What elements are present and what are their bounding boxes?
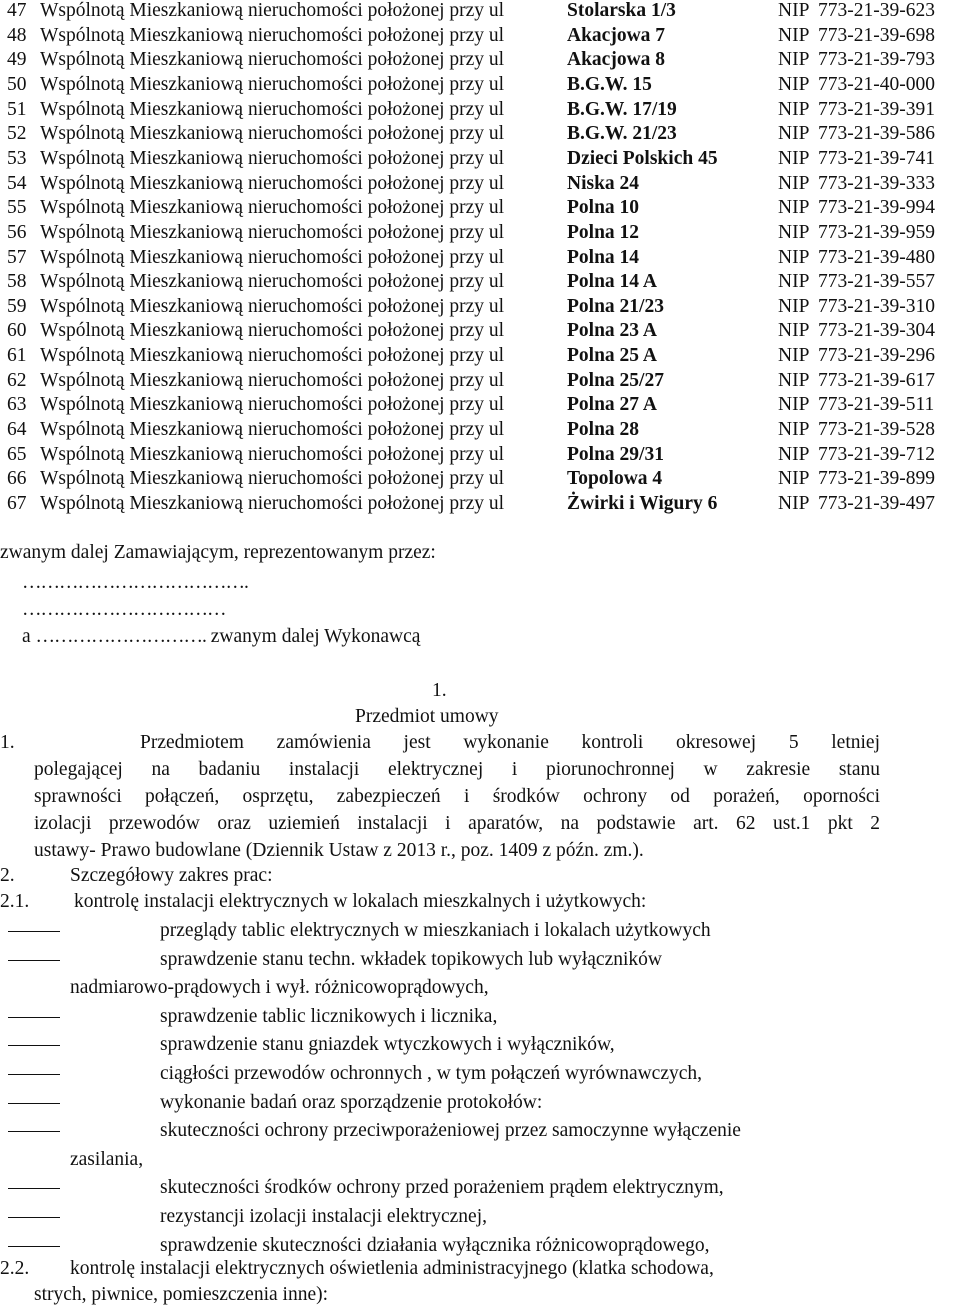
row-nip-label: NIP xyxy=(778,443,810,465)
table-row xyxy=(0,73,960,98)
row-address: Akacjowa 8 xyxy=(567,49,666,71)
row-address: Polna 28 xyxy=(567,419,640,441)
row-description: Wspólnotą Mieszkaniową nieruchomości położonej przy ul xyxy=(40,0,505,21)
table-row xyxy=(0,48,960,73)
row-address: Polna 21/23 xyxy=(567,295,664,317)
row-address: Niska 24 xyxy=(567,172,640,194)
list-item-text: sprawdzenie skuteczności działania wyłącznika różnicowoprądowego, xyxy=(160,1234,710,1256)
clause-1-line-1: Przedmiotem zamówienia jest wykonanie kontroli okresowej 5 letniej xyxy=(140,732,880,753)
row-number: 52 xyxy=(7,123,27,145)
dash-bullet-icon xyxy=(8,1074,60,1075)
row-description: Wspólnotą Mieszkaniową nieruchomości położonej przy ul xyxy=(40,345,505,367)
row-number: 63 xyxy=(7,394,27,416)
table-row xyxy=(0,122,960,147)
row-number: 67 xyxy=(7,493,27,514)
row-address: Polna 25/27 xyxy=(567,369,664,391)
row-number: 66 xyxy=(7,468,27,490)
contractor-suffix: zwanym dalej Wykonawcą xyxy=(210,626,421,647)
row-address: Akacjowa 7 xyxy=(567,24,666,46)
row-description: Wspólnotą Mieszkaniową nieruchomości położonej przy ul xyxy=(40,295,505,317)
row-description: Wspólnotą Mieszkaniową nieruchomości położonej przy ul xyxy=(40,73,505,95)
dash-bullet-icon xyxy=(8,1246,60,1247)
row-description: Wspólnotą Mieszkaniową nieruchomości położonej przy ul xyxy=(40,197,505,219)
row-number: 62 xyxy=(7,369,27,391)
row-address: Topolowa 4 xyxy=(567,468,663,490)
row-nip-number: 773-21-39-511 xyxy=(818,394,935,416)
row-address: Polna 10 xyxy=(567,197,640,219)
row-address: Żwirki i Wigury 6 xyxy=(567,493,718,514)
clause-2-1-number: 2.1. xyxy=(0,891,30,912)
clause-1-line-4: izolacji przewodów oraz uziemień instalacji i aparatów, na podstawie art. 62 ust.1 pkt 2 xyxy=(34,813,880,834)
signature-dots-3: ………………………. xyxy=(35,626,206,647)
table-row xyxy=(0,172,960,197)
dash-bullet-icon xyxy=(8,1045,60,1046)
row-number: 58 xyxy=(7,271,27,293)
row-description: Wspólnotą Mieszkaniową nieruchomości położonej przy ul xyxy=(40,419,505,441)
row-nip-number: 773-21-39-741 xyxy=(818,147,935,169)
row-description: Wspólnotą Mieszkaniową nieruchomości położonej przy ul xyxy=(40,369,505,391)
row-address: B.G.W. 15 xyxy=(567,73,652,95)
row-nip-label: NIP xyxy=(778,320,810,342)
row-nip-label: NIP xyxy=(778,172,810,194)
row-address: Stolarska 1/3 xyxy=(567,0,676,21)
row-description: Wspólnotą Mieszkaniową nieruchomości położonej przy ul xyxy=(40,320,505,342)
dash-bullet-icon xyxy=(8,1103,60,1104)
row-nip-number: 773-21-39-698 xyxy=(818,24,935,46)
table-row xyxy=(0,196,960,221)
row-number: 50 xyxy=(7,73,27,95)
row-nip-label: NIP xyxy=(778,49,810,71)
row-address: Polna 12 xyxy=(567,221,640,243)
list-item-text: wykonanie badań oraz sporządzenie protokołów: xyxy=(160,1091,543,1113)
section-title: Przedmiot umowy xyxy=(355,706,499,727)
list-item-continuation: nadmiarowo-prądowych i wył. różnicowoprądowych, xyxy=(70,977,489,999)
row-number: 53 xyxy=(7,147,27,169)
clause-2-2-cont: strych, piwnice, pomieszczenia inne): xyxy=(34,1284,329,1305)
row-number: 48 xyxy=(7,24,27,46)
table-row xyxy=(0,319,960,344)
dash-bullet-icon xyxy=(8,1217,60,1218)
table-row xyxy=(0,147,960,172)
signature-dots-1: ………………………………. xyxy=(22,572,248,593)
table-row xyxy=(0,98,960,123)
row-nip-number: 773-21-39-793 xyxy=(818,49,935,71)
row-nip-number: 773-21-39-304 xyxy=(818,320,935,342)
table-row xyxy=(0,246,960,271)
row-nip-label: NIP xyxy=(778,271,810,293)
row-description: Wspólnotą Mieszkaniową nieruchomości położonej przy ul xyxy=(40,394,505,416)
row-nip-label: NIP xyxy=(778,295,810,317)
row-description: Wspólnotą Mieszkaniową nieruchomości położonej przy ul xyxy=(40,172,505,194)
row-nip-label: NIP xyxy=(778,73,810,95)
row-nip-number: 773-21-39-296 xyxy=(818,345,935,367)
list-item-text: rezystancji izolacji instalacji elektrycznej, xyxy=(160,1206,488,1227)
table-row xyxy=(0,270,960,295)
clause-2-number: 2. xyxy=(0,865,15,886)
list-item-text: sprawdzenie tablic licznikowych i licznika, xyxy=(160,1005,498,1027)
row-number: 51 xyxy=(7,98,27,120)
row-nip-number: 773-21-39-333 xyxy=(818,172,935,194)
row-number: 47 xyxy=(7,0,27,21)
row-number: 55 xyxy=(7,197,27,219)
list-item-text: skuteczności środków ochrony przed porażeniem prądem elektrycznym, xyxy=(160,1177,724,1199)
parties-intro: zwanym dalej Zamawiającym, reprezentowanym przez: xyxy=(0,542,436,563)
row-nip-number: 773-21-39-557 xyxy=(818,271,935,293)
row-nip-label: NIP xyxy=(778,123,810,145)
row-description: Wspólnotą Mieszkaniową nieruchomości położonej przy ul xyxy=(40,98,505,120)
row-number: 64 xyxy=(7,419,27,441)
row-nip-label: NIP xyxy=(778,394,810,416)
table-row xyxy=(0,0,960,24)
dash-bullet-icon xyxy=(8,1188,60,1189)
table-row xyxy=(0,393,960,418)
row-address: Polna 14 xyxy=(567,246,640,268)
row-description: Wspólnotą Mieszkaniową nieruchomości położonej przy ul xyxy=(40,123,505,145)
list-item-text: sprawdzenie stanu gniazdek wtyczkowych i wyłączników, xyxy=(160,1034,615,1056)
clause-1-line-3: sprawności połączeń, osprzętu, zabezpieczeń i środków ochrony od porażeń, oporności xyxy=(34,786,880,807)
row-nip-label: NIP xyxy=(778,468,810,490)
row-nip-number: 773-21-39-480 xyxy=(818,246,935,268)
table-row xyxy=(0,467,960,492)
row-number: 61 xyxy=(7,345,27,367)
row-nip-label: NIP xyxy=(778,221,810,243)
row-address: Dzieci Polskich 45 xyxy=(567,147,718,169)
row-nip-label: NIP xyxy=(778,0,810,21)
row-nip-number: 773-21-39-617 xyxy=(818,369,935,391)
table-row xyxy=(0,24,960,49)
row-description: Wspólnotą Mieszkaniową nieruchomości położonej przy ul xyxy=(40,221,505,243)
row-description: Wspólnotą Mieszkaniową nieruchomości położonej przy ul xyxy=(40,493,505,514)
row-address: B.G.W. 21/23 xyxy=(567,123,677,145)
row-nip-number: 773-21-39-994 xyxy=(818,197,935,219)
row-address: Polna 14 A xyxy=(567,271,657,293)
row-address: Polna 25 A xyxy=(567,345,657,367)
row-nip-label: NIP xyxy=(778,24,810,46)
table-row xyxy=(0,295,960,320)
clause-2-1-text: kontrolę instalacji elektrycznych w lokalach mieszkalnych i użytkowych: xyxy=(74,891,647,912)
row-nip-number: 773-21-39-712 xyxy=(818,443,935,465)
row-nip-number: 773-21-39-310 xyxy=(818,295,935,317)
row-address: B.G.W. 17/19 xyxy=(567,98,677,120)
row-number: 60 xyxy=(7,320,27,342)
row-number: 49 xyxy=(7,49,27,71)
clause-1-number: 1. xyxy=(0,732,15,753)
row-nip-number: 773-21-39-391 xyxy=(818,98,935,120)
row-nip-label: NIP xyxy=(778,197,810,219)
row-nip-number: 773-21-39-586 xyxy=(818,123,935,145)
clause-1-line-5: ustawy- Prawo budowlane (Dziennik Ustaw z 2013 r., poz. 1409 z późn. zm.). xyxy=(34,840,644,861)
list-item-text: sprawdzenie stanu techn. wkładek topikowych lub wyłączników xyxy=(160,948,662,970)
table-row xyxy=(0,443,960,468)
row-description: Wspólnotą Mieszkaniową nieruchomości położonej przy ul xyxy=(40,271,505,293)
row-description: Wspólnotą Mieszkaniową nieruchomości położonej przy ul xyxy=(40,147,505,169)
row-nip-number: 773-21-39-623 xyxy=(818,0,935,21)
dash-bullet-icon xyxy=(8,1131,60,1132)
row-description: Wspólnotą Mieszkaniową nieruchomości położonej przy ul xyxy=(40,443,505,465)
row-nip-number: 773-21-39-959 xyxy=(818,221,935,243)
table-row xyxy=(0,344,960,369)
row-address: Polna 27 A xyxy=(567,394,657,416)
row-nip-label: NIP xyxy=(778,246,810,268)
row-number: 59 xyxy=(7,295,27,317)
signature-dots-2: …………………………… xyxy=(22,599,226,620)
contractor-prefix: a xyxy=(22,626,31,647)
table-row xyxy=(0,418,960,443)
list-item-text: skuteczności ochrony przeciwporażeniowej przez samoczynne wyłączenie xyxy=(160,1120,741,1142)
clause-2-2-number: 2.2. xyxy=(0,1258,30,1279)
list-item-text: przeglądy tablic elektrycznych w mieszkaniach i lokalach użytkowych xyxy=(160,920,711,941)
row-nip-label: NIP xyxy=(778,369,810,391)
row-description: Wspólnotą Mieszkaniową nieruchomości położonej przy ul xyxy=(40,24,505,46)
row-nip-label: NIP xyxy=(778,98,810,120)
row-number: 65 xyxy=(7,443,27,465)
dash-bullet-icon xyxy=(8,960,60,961)
row-nip-number: 773-21-39-528 xyxy=(818,419,935,441)
row-description: Wspólnotą Mieszkaniową nieruchomości położonej przy ul xyxy=(40,468,505,490)
row-number: 54 xyxy=(7,172,27,194)
row-address: Polna 23 A xyxy=(567,320,657,342)
list-item-continuation: zasilania, xyxy=(70,1148,144,1170)
contractor-line xyxy=(22,624,420,650)
row-nip-label: NIP xyxy=(778,493,810,514)
table-row xyxy=(0,369,960,394)
clause-2-text: Szczegółowy zakres prac: xyxy=(70,865,273,886)
row-address: Polna 29/31 xyxy=(567,443,664,465)
row-nip-number: 773-21-39-899 xyxy=(818,468,935,490)
row-nip-number: 773-21-39-497 xyxy=(818,493,935,514)
row-nip-label: NIP xyxy=(778,345,810,367)
table-row xyxy=(0,492,960,517)
clause-1-line-2: polegającej na badaniu instalacji elektrycznej i piorunochronnej w zakresie stanu xyxy=(34,759,880,780)
row-nip-label: NIP xyxy=(778,147,810,169)
row-number: 56 xyxy=(7,221,27,243)
row-nip-number: 773-21-40-000 xyxy=(818,73,935,95)
dash-bullet-icon xyxy=(8,931,60,932)
row-description: Wspólnotą Mieszkaniową nieruchomości położonej przy ul xyxy=(40,49,505,71)
row-nip-label: NIP xyxy=(778,419,810,441)
table-row xyxy=(0,221,960,246)
row-description: Wspólnotą Mieszkaniową nieruchomości położonej przy ul xyxy=(40,246,505,268)
row-number: 57 xyxy=(7,246,27,268)
section-number: 1. xyxy=(432,680,447,701)
clause-2-2-text: kontrolę instalacji elektrycznych oświetlenia administracyjnego (klatka schodowa, xyxy=(70,1258,714,1279)
dash-bullet-icon xyxy=(8,1017,60,1018)
list-item-text: ciągłości przewodów ochronnych , w tym połączeń wyrównawczych, xyxy=(160,1063,703,1084)
